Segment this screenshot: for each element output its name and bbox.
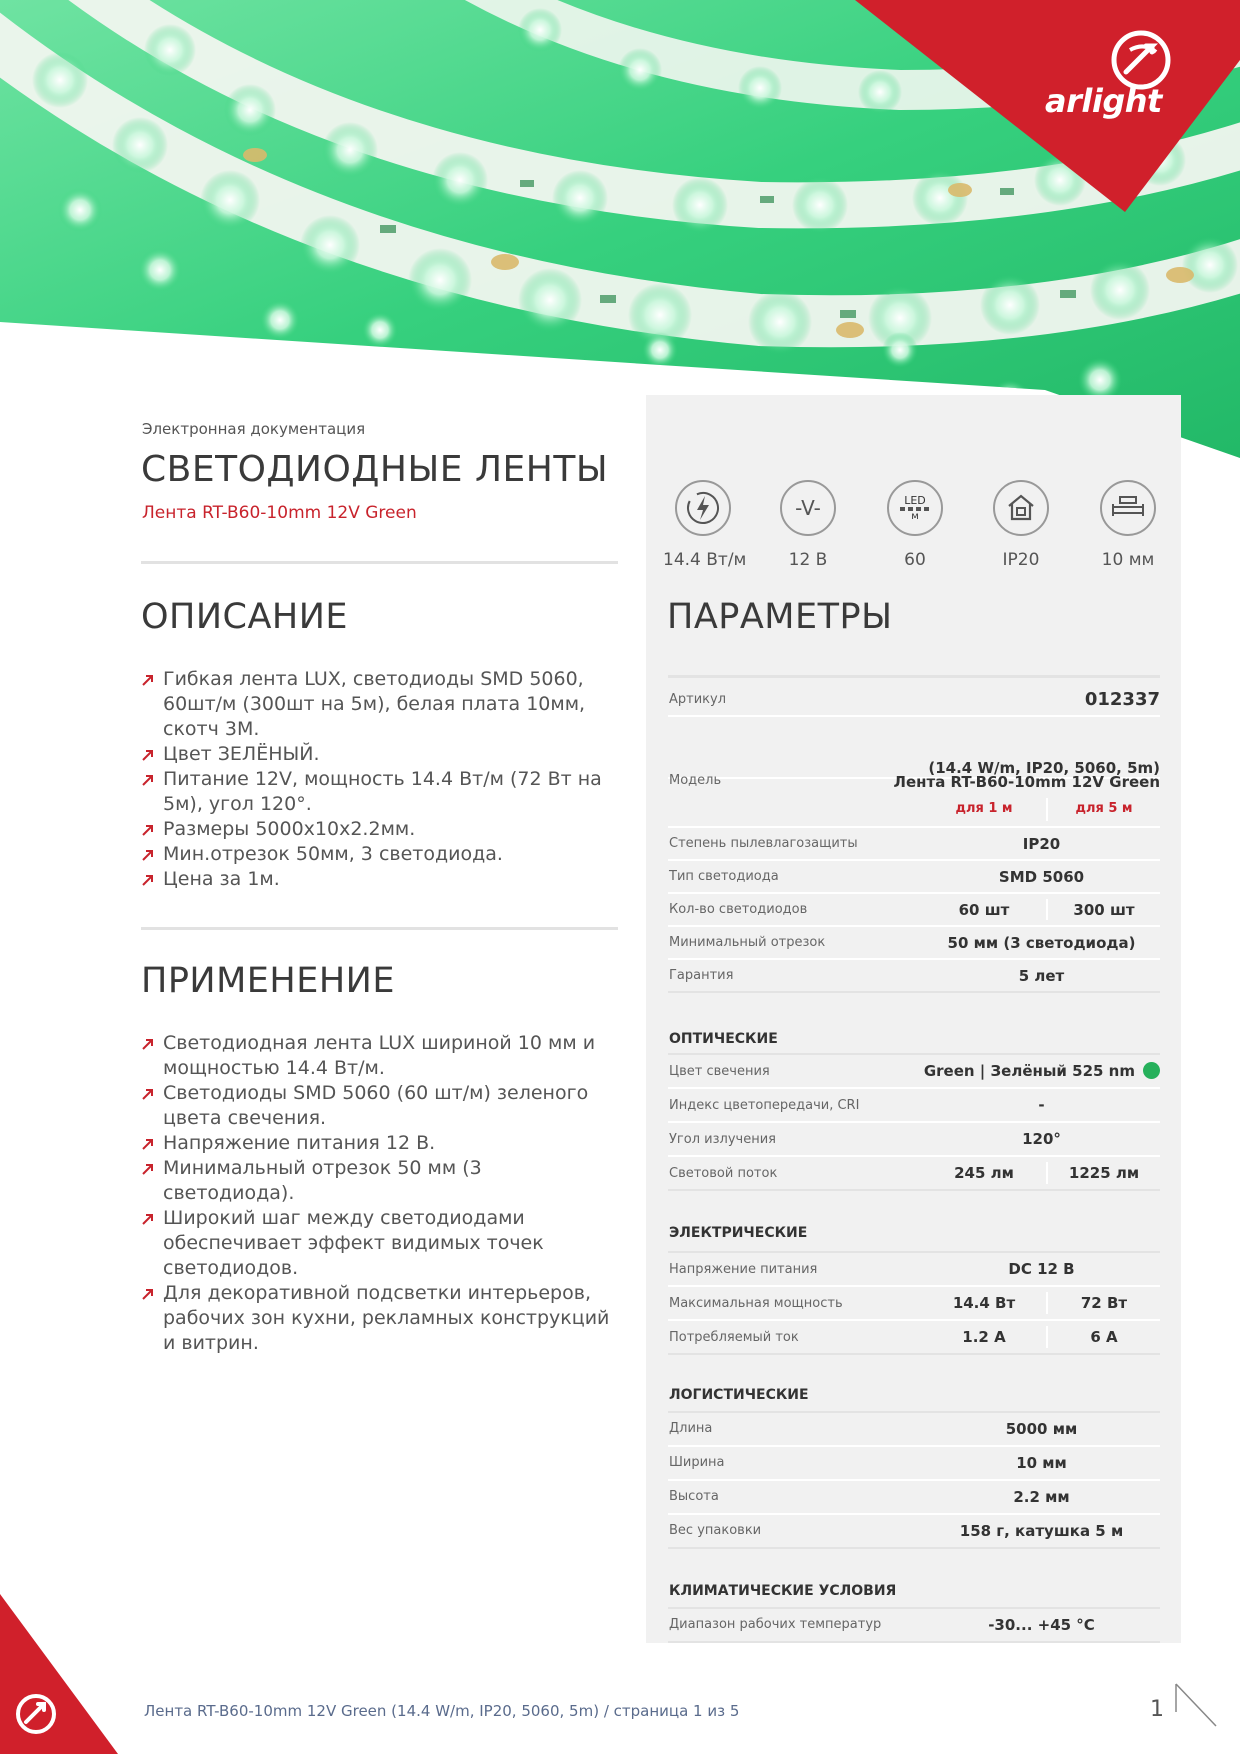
arrow-icon: [142, 825, 153, 836]
table-row: Минимальный отрезок 50 мм (3 светодиода): [668, 927, 1160, 960]
arrow-icon: [142, 1139, 153, 1150]
ip-rating-icon: [993, 480, 1049, 536]
table-row: Индекс цветопередачи, CRI -: [668, 1089, 1160, 1123]
table-row: Максимальная мощность 14.4 Вт 72 Вт: [668, 1287, 1160, 1321]
divider: [141, 927, 618, 930]
arrow-icon: [142, 1039, 153, 1050]
arrow-icon: [142, 850, 153, 861]
list-item: Гибкая лента LUX, светодиоды SMD 5060, 60шт/м (300шт на 5м), белая плата 10мм, скотч 3М.: [142, 667, 612, 742]
electrical-heading: ЭЛЕКТРИЧЕСКИЕ: [669, 1225, 808, 1241]
col-5m-header: для 5 м: [1075, 801, 1133, 816]
page-corner-fold-icon: [1172, 1682, 1222, 1732]
application-title: ПРИМЕНЕНИЕ: [141, 961, 395, 1001]
width-icon: [1100, 480, 1156, 536]
page-number: 1: [1150, 1697, 1164, 1722]
application-list: [142, 1031, 612, 1356]
arrow-icon: [142, 675, 153, 686]
table-row: Потребляемый ток 1.2 А 6 А: [668, 1321, 1160, 1355]
table-row: Длина 5000 мм: [668, 1413, 1160, 1447]
list-item: Светодиодная лента LUX шириной 10 мм и мощностью 14.4 Вт/м.: [142, 1031, 612, 1081]
spec-led-count: [875, 480, 955, 570]
table-row: Световой поток 245 лм 1225 лм: [668, 1157, 1160, 1191]
table-row: Степень пылевлагозащиты IP20: [668, 828, 1160, 861]
description-title: ОПИСАНИЕ: [141, 597, 349, 637]
optical-params: [668, 1055, 1160, 1191]
optical-heading: ОПТИЧЕСКИЕ: [669, 1031, 778, 1047]
power-icon: [675, 480, 731, 536]
table-row: Тип светодиода SMD 5060: [668, 861, 1160, 894]
general-params: [668, 828, 1160, 993]
footer-text: Лента RT-B60-10mm 12V Green (14.4 W/m, IP20, 5060, 5m) / страница 1 из 5: [144, 1702, 740, 1720]
brand-logo[interactable]: [1040, 22, 1220, 132]
model-value-line2: (14.4 W/m, IP20, 5060, 5m): [928, 759, 1160, 777]
led-count-icon: LED м: [887, 480, 943, 536]
table-row: Напряжение питания DC 12 В: [668, 1253, 1160, 1287]
arrow-icon: [142, 1089, 153, 1100]
arrow-icon: [142, 1214, 153, 1225]
arrow-icon: [142, 1164, 153, 1175]
electrical-params: [668, 1253, 1160, 1355]
arrow-icon: [142, 875, 153, 886]
arrow-icon: [142, 775, 153, 786]
list-item: Минимальный отрезок 50 мм (3 светодиода).: [142, 1156, 612, 1206]
spec-ip-rating-label: IP20: [1002, 550, 1040, 570]
description-list: [142, 667, 612, 892]
spec-led-count-label: 60: [904, 550, 926, 570]
row-label: Модель: [669, 773, 722, 788]
list-item: Мин.отрезок 50мм, 3 светодиода.: [142, 842, 612, 867]
logistic-params: [668, 1413, 1160, 1549]
spec-voltage-label: 12 В: [788, 550, 828, 570]
list-item: Широкий шаг между светодиодами обеспечивает эффект видимых точек светодиодов.: [142, 1206, 612, 1281]
table-row: Вес упаковки 158 г, катушка 5 м: [668, 1515, 1160, 1549]
spec-width-label: 10 мм: [1101, 550, 1155, 570]
list-item: Светодиоды SMD 5060 (60 шт/м) зеленого цвета свечения.: [142, 1081, 612, 1131]
climate-heading: КЛИМАТИЧЕСКИЕ УСЛОВИЯ: [669, 1583, 897, 1599]
color-value: Green | Зелёный 525 nm: [923, 1062, 1135, 1080]
logistic-heading: ЛОГИСТИЧЕСКИЕ: [669, 1387, 809, 1403]
row-label: Артикул: [669, 692, 727, 707]
color-swatch-icon: [1143, 1062, 1160, 1079]
spec-width: [1088, 480, 1168, 570]
spec-power: [663, 480, 747, 570]
row-value: 012337: [1084, 689, 1160, 710]
divider: [141, 561, 618, 564]
list-item: Для декоративной подсветки интерьеров, рабочих зон кухни, рекламных конструкций и витрин.: [142, 1281, 612, 1356]
doc-label: Электронная документация: [142, 420, 366, 438]
doc-subtitle: Лента RT-B60-10mm 12V Green: [142, 503, 417, 523]
params-title: ПАРАМЕТРЫ: [667, 597, 893, 637]
table-row: Высота 2.2 мм: [668, 1481, 1160, 1515]
col-1m-header: для 1 м: [955, 801, 1013, 816]
list-item: Напряжение питания 12 В.: [142, 1131, 612, 1156]
climate-params: [668, 1609, 1160, 1643]
spec-power-label: 14.4 Вт/м: [663, 550, 747, 570]
list-item: Цвет ЗЕЛЁНЫЙ.: [142, 742, 612, 767]
list-item: Питание 12V, мощность 14.4 Вт/м (72 Вт на 5м), угол 120°.: [142, 767, 612, 817]
table-row: Гарантия 5 лет: [668, 960, 1160, 993]
spec-voltage: [768, 480, 848, 570]
brand-logo-text: arlight: [1045, 82, 1162, 120]
footer-brand-corner: [0, 1594, 120, 1754]
arrow-icon: [142, 1289, 153, 1300]
spec-ip-rating: [981, 480, 1061, 570]
doc-title: СВЕТОДИОДНЫЕ ЛЕНТЫ: [141, 449, 609, 490]
column-headers: [668, 793, 1160, 828]
table-row: Диапазон рабочих температур -30... +45 °C: [668, 1609, 1160, 1643]
table-row: Кол-во светодиодов 60 шт 300 шт: [668, 894, 1160, 927]
table-row: Угол излучения 120°: [668, 1123, 1160, 1157]
table-row: Ширина 10 мм: [668, 1447, 1160, 1481]
table-row: Цвет свечения Green | Зелёный 525 nm: [668, 1055, 1160, 1089]
list-item: Цена за 1м.: [142, 867, 612, 892]
table-row: [668, 678, 1160, 717]
arrow-icon: [142, 750, 153, 761]
table-row: [668, 793, 1160, 828]
voltage-icon: -V-: [780, 480, 836, 536]
row-value: Лента RT-B60-10mm 12V Green: [893, 773, 1160, 791]
list-item: Размеры 5000x10x2.2мм.: [142, 817, 612, 842]
